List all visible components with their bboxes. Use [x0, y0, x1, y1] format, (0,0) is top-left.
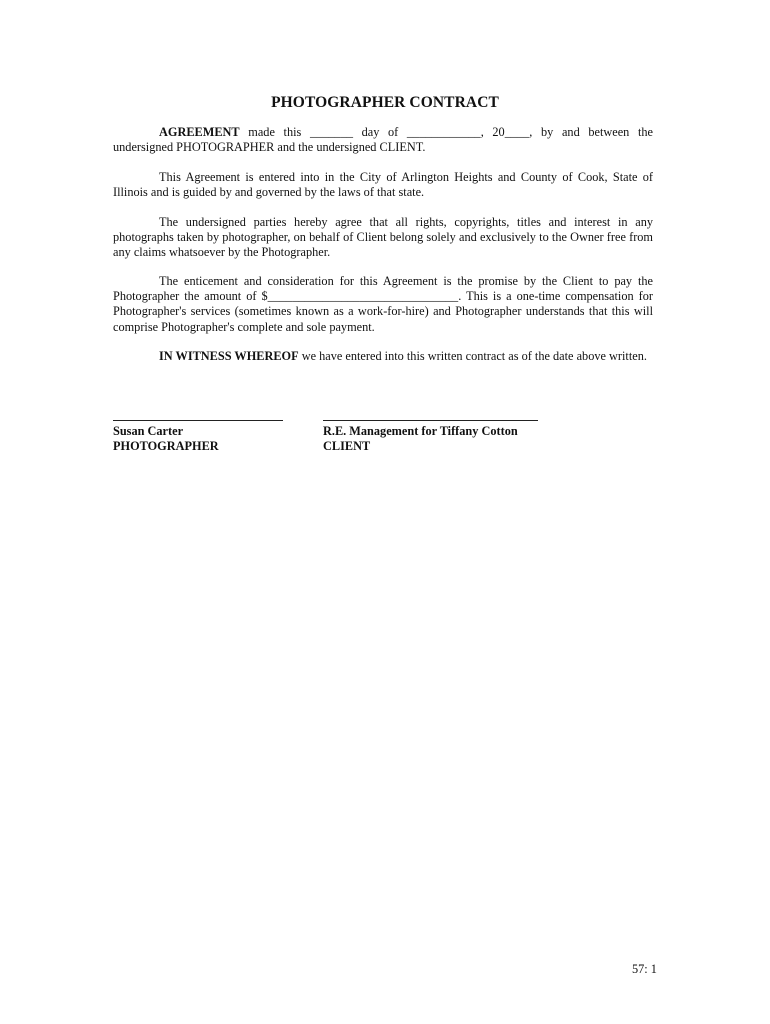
agreement-body: made this _______ day of ____________, 20____, by and between the undersigned PHOTOGRAPHER and the undersigned CLIENT.	[113, 125, 653, 155]
client-role: CLIENT	[323, 439, 371, 453]
client-signature-line	[323, 420, 538, 421]
photographer-role: PHOTOGRAPHER	[113, 439, 219, 453]
rights-text: The undersigned parties hereby agree that all rights, copyrights, titles and interest in any photographs taken by photographer, on behalf of Client belong solely and exclusively to the Owner free from any claims whatsoever by the Photographer.	[113, 215, 653, 260]
witness-lead: IN WITNESS WHEREOF	[159, 349, 299, 363]
agreement-lead: AGREEMENT	[159, 125, 240, 139]
document-title: PHOTOGRAPHER CONTRACT	[271, 94, 499, 111]
jurisdiction-text: This Agreement is entered into in the City of Arlington Heights and County of Cook, State of Illinois and is guided by and governed by the laws of that state.	[113, 170, 653, 200]
witness-paragraph	[113, 349, 653, 364]
payment-paragraph	[113, 274, 653, 335]
agreement-paragraph	[113, 125, 653, 155]
page-footer: 57: 1	[632, 962, 657, 976]
payment-text: The enticement and consideration for this Agreement is the promise by the Client to pay the Photographer the amount of $_______________________________. This is a one-time compensation for Photographer's services (sometimes known as a work-for-hire) and Photographer understands that this will comprise Photographer's complete and sole payment.	[113, 274, 653, 334]
jurisdiction-paragraph	[113, 170, 653, 200]
rights-paragraph	[113, 215, 653, 261]
client-name: R.E. Management for Tiffany Cotton	[323, 424, 518, 438]
photographer-name: Susan Carter	[113, 424, 184, 438]
witness-body: we have entered into this written contract as of the date above written.	[298, 349, 647, 363]
photographer-signature-line	[113, 420, 283, 421]
